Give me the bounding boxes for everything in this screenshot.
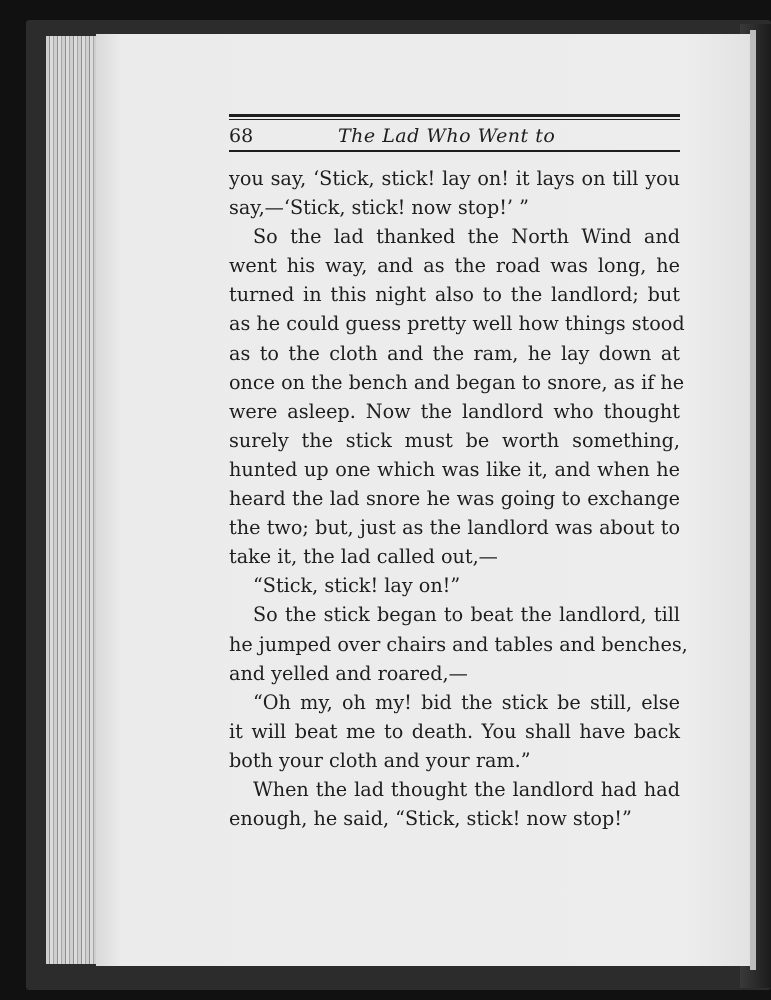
page-number: 68	[229, 125, 254, 147]
body-text	[229, 164, 688, 833]
text-line: hunted up one which was like it, and when he	[229, 457, 680, 481]
text-line: heard the lad snore he was going to exchange	[229, 487, 680, 511]
text-line: So the stick began to beat the landlord, till	[253, 603, 680, 627]
text-line: turned in this night also to the landlord; but	[229, 283, 680, 307]
text-line: as to the cloth and the ram, he lay down at	[229, 341, 680, 365]
text-line: So the lad thanked the North Wind and	[253, 225, 680, 249]
text-line: he jumped over chairs and tables and benches,	[229, 632, 688, 656]
text-line: say,—‘Stick, stick! now stop!’ ”	[229, 196, 529, 220]
text-line: as he could guess pretty well how things stood	[229, 312, 685, 336]
text-line: “Stick, stick! lay on!”	[253, 574, 461, 598]
page-content	[229, 114, 688, 833]
text-line: enough, he said, “Stick, stick! now stop!”	[229, 807, 632, 831]
text-line: surely the stick must be worth something,	[229, 428, 680, 452]
text-line: both your cloth and your ram.”	[229, 748, 531, 772]
text-line: once on the bench and began to snore, as if he	[229, 370, 685, 394]
text-line: were asleep. Now the landlord who thought	[229, 399, 680, 423]
text-line: When the lad thought the landlord had had	[253, 777, 680, 801]
text-line: and yelled and roared,—	[229, 661, 468, 685]
text-line: it will beat me to death. You shall have back	[229, 719, 680, 743]
text-line: the two; but, just as the landlord was about to	[229, 516, 680, 540]
page-edge-shadow	[750, 30, 756, 970]
running-header	[229, 120, 680, 150]
text-line: went his way, and as the road was long, he	[229, 254, 680, 278]
text-line: take it, the lad called out,—	[229, 545, 498, 569]
running-title: The Lad Who Went to	[338, 125, 556, 147]
text-line: you say, ‘Stick, stick! lay on! it lays on till you	[229, 167, 680, 190]
text-line: “Oh my, oh my! bid the stick be still, else	[253, 690, 680, 714]
